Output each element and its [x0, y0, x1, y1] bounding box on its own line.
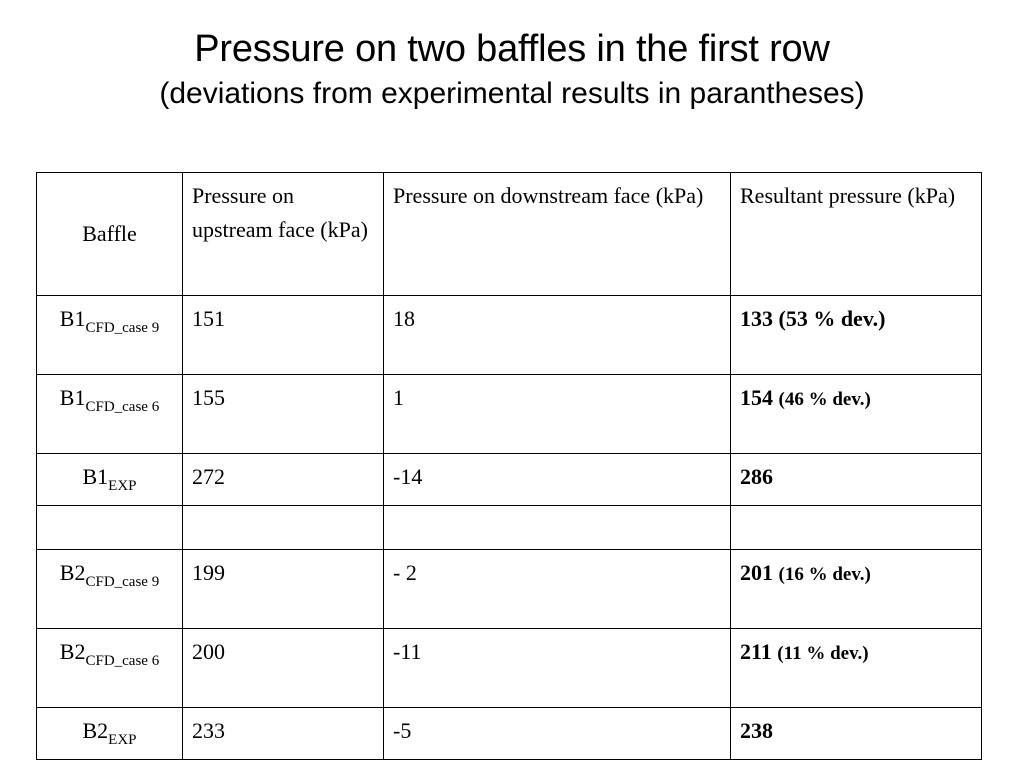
table-row	[37, 375, 982, 454]
resultant-deviation: (46 % dev.)	[778, 389, 871, 410]
table-row-empty	[37, 506, 982, 550]
resultant-deviation: (53 % dev.)	[778, 306, 886, 331]
baffle-name: B1	[82, 464, 109, 489]
table-row	[37, 550, 982, 629]
baffle-cell	[37, 506, 183, 550]
resultant-value: 211	[740, 639, 772, 664]
resultant-value: 133	[740, 306, 773, 331]
baffle-name: B1	[59, 306, 86, 331]
upstream-cell: 272	[183, 454, 384, 506]
baffle-name: B2	[82, 718, 109, 743]
baffle-cell	[37, 296, 183, 375]
baffle-name: B2	[59, 639, 86, 664]
baffle-subscript: CFD_case 6	[85, 399, 160, 415]
downstream-cell: - 2	[384, 550, 731, 629]
resultant-cell	[731, 375, 982, 454]
baffle-cell	[37, 550, 183, 629]
upstream-cell: 233	[183, 708, 384, 760]
downstream-cell	[384, 506, 731, 550]
slide-title: Pressure on two baffles in the first row	[194, 28, 830, 70]
header-upstream: Pressure on upstream face (kPa)	[183, 173, 384, 296]
resultant-value: 201	[740, 560, 773, 585]
downstream-cell: 1	[384, 375, 731, 454]
header-baffle: Baffle	[37, 173, 183, 296]
table-row	[37, 296, 982, 375]
slide-subtitle: (deviations from experimental results in parantheses)	[159, 77, 865, 110]
upstream-cell	[183, 506, 384, 550]
baffle-subscript: EXP	[108, 478, 137, 494]
resultant-cell	[731, 296, 982, 375]
pressure-table	[36, 172, 982, 760]
header-resultant: Resultant pressure (kPa)	[731, 173, 982, 296]
header-downstream: Pressure on downstream face (kPa)	[384, 173, 731, 296]
table-header-row	[37, 173, 982, 296]
resultant-deviation: (16 % dev.)	[778, 564, 871, 585]
resultant-deviation: (11 % dev.)	[777, 643, 869, 664]
upstream-cell: 151	[183, 296, 384, 375]
table-row	[37, 708, 982, 760]
baffle-subscript: CFD_case 6	[85, 653, 160, 669]
upstream-cell: 155	[183, 375, 384, 454]
baffle-cell	[37, 708, 183, 760]
baffle-name: B1	[59, 385, 86, 410]
resultant-value: 154	[740, 385, 773, 410]
downstream-cell: -14	[384, 454, 731, 506]
slide-title-block	[0, 24, 1024, 114]
resultant-cell	[731, 550, 982, 629]
downstream-cell: -11	[384, 629, 731, 708]
baffle-cell	[37, 629, 183, 708]
baffle-name: B2	[59, 560, 86, 585]
resultant-value: 286	[740, 464, 773, 489]
baffle-cell	[37, 454, 183, 506]
resultant-cell	[731, 708, 982, 760]
upstream-cell: 199	[183, 550, 384, 629]
resultant-value: 238	[740, 718, 773, 743]
baffle-subscript: CFD_case 9	[85, 320, 160, 336]
table-row	[37, 454, 982, 506]
baffle-cell	[37, 375, 183, 454]
baffle-subscript: CFD_case 9	[85, 574, 160, 590]
downstream-cell: 18	[384, 296, 731, 375]
baffle-subscript: EXP	[108, 732, 137, 748]
resultant-cell	[731, 454, 982, 506]
upstream-cell: 200	[183, 629, 384, 708]
resultant-cell	[731, 506, 982, 550]
table-row	[37, 629, 982, 708]
resultant-cell	[731, 629, 982, 708]
downstream-cell: -5	[384, 708, 731, 760]
